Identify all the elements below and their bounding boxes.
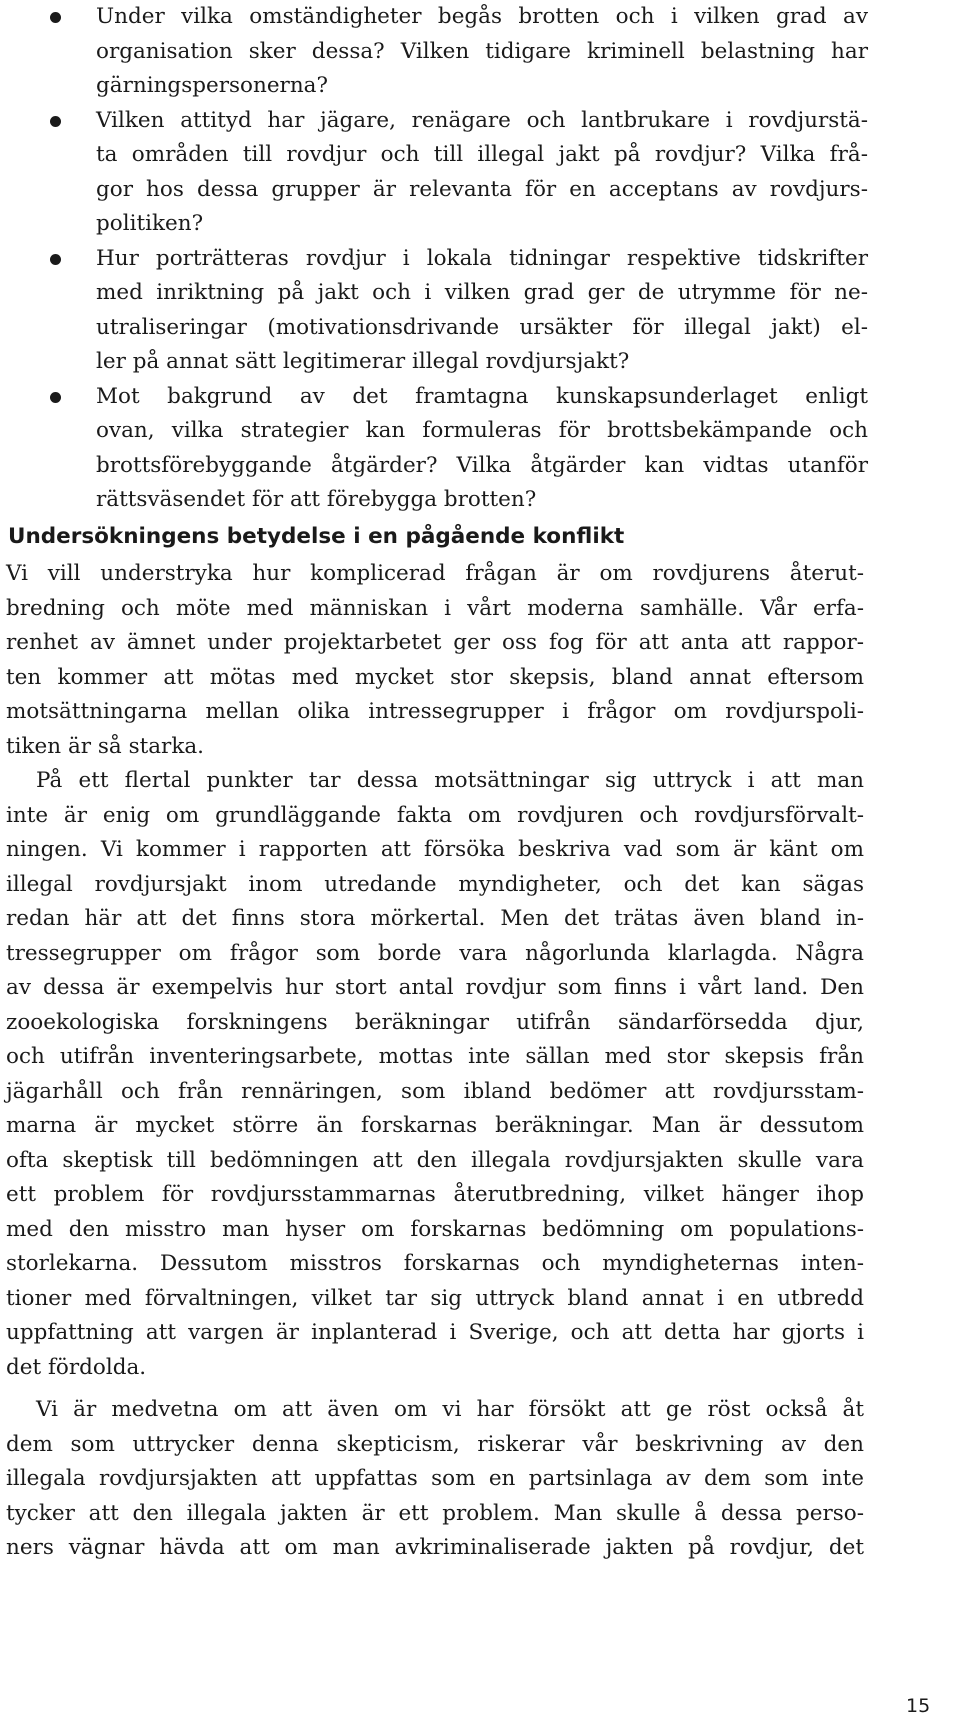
text-line: Vi vill understryka hur komplicerad frågan är om rovdjurens återut- bbox=[6, 561, 864, 586]
text-line: med den misstro man hyser om forskarnas bedömning om populations- bbox=[6, 1216, 864, 1242]
bullet-dot-icon bbox=[50, 254, 61, 265]
text-line: bredning och möte med människan i vårt moderna samhälle. Vår erfa- bbox=[6, 595, 864, 621]
question-item bbox=[0, 0, 960, 104]
text-line: det fördolda. bbox=[6, 1354, 147, 1380]
question-item bbox=[0, 104, 960, 242]
text-line: ofta skeptisk till bedömningen att den illegala rovdjursjakten skulle vara bbox=[6, 1147, 864, 1173]
text-line: politiken? bbox=[96, 211, 204, 236]
text-line: utraliseringar (motivationsdrivande ursäkter för illegal jakt) el- bbox=[96, 314, 868, 340]
text-line: Mot bakgrund av det framtagna kunskapsunderlaget enligt bbox=[96, 383, 868, 409]
text-line: och utifrån inventeringsarbete, mottas inte sällan med stor skepsis från bbox=[6, 1044, 864, 1069]
text-line: brottsförebyggande åtgärder? Vilka åtgärder kan vidtas utanför bbox=[96, 452, 868, 478]
text-line: illegal rovdjursjakt inom utredande myndigheter, och det kan sägas bbox=[6, 871, 864, 897]
text-line: ler på annat sätt legitimerar illegal rovdjursjakt? bbox=[96, 349, 630, 374]
text-line: jägarhåll och från rennäringen, som ibland bedömer att rovdjursstam- bbox=[6, 1078, 864, 1104]
text-line: storlekarna. Dessutom misstros forskarnas och myndigheternas inten- bbox=[6, 1251, 864, 1276]
text-line: renhet av ämnet under projektarbetet ger oss fog för att anta att rappor- bbox=[6, 630, 864, 655]
text-line: ten kommer att mötas med mycket stor skepsis, bland annat eftersom bbox=[6, 664, 864, 690]
paragraph bbox=[6, 1393, 864, 1566]
text-line: organisation sker dessa? Vilken tidigare kriminell belastning har bbox=[96, 38, 868, 64]
text-line: illegala rovdjursjakten att uppfattas som en partsinlaga av dem som inte bbox=[6, 1466, 864, 1491]
body-text bbox=[6, 557, 864, 1566]
paragraph bbox=[6, 764, 864, 1385]
bullet-dot-icon bbox=[50, 392, 61, 403]
text-line: dem som uttrycker denna skepticism, riskerar vår beskrivning av den bbox=[6, 1431, 864, 1457]
text-line: zooekologiska forskningens beräkningar utifrån sändarförsedda djur, bbox=[6, 1009, 864, 1035]
text-line: gor hos dessa grupper är relevanta för en acceptans av rovdjurs- bbox=[96, 176, 868, 202]
text-line: tioner med förvaltningen, vilket tar sig uttryck bland annat i en utbredd bbox=[6, 1285, 864, 1311]
question-item bbox=[0, 380, 960, 518]
section-heading: Undersökningens betydelse i en pågående konflikt bbox=[8, 524, 625, 549]
page-number: 15 bbox=[906, 1695, 931, 1717]
text-line: På ett flertal punkter tar dessa motsättningar sig uttryck i att man bbox=[36, 768, 864, 793]
text-line: tycker att den illegala jakten är ett problem. Man skulle å dessa perso- bbox=[6, 1500, 864, 1526]
text-line: Vilken attityd har jägare, renägare och lantbrukare i rovdjurstä- bbox=[96, 107, 868, 133]
text-line: rättsväsendet för att förebygga brotten? bbox=[96, 487, 537, 512]
text-line: Under vilka omständigheter begås brotten och i vilken grad av bbox=[96, 4, 868, 29]
text-line: ningen. Vi kommer i rapporten att försöka beskriva vad som är känt om bbox=[6, 837, 864, 862]
bullet-dot-icon bbox=[50, 116, 61, 127]
text-line: ovan, vilka strategier kan formuleras för brottsbekämpande och bbox=[96, 418, 868, 443]
text-line: ett problem för rovdjursstammarnas återutbredning, vilket hänger ihop bbox=[6, 1182, 864, 1207]
text-line: gärningspersonerna? bbox=[96, 73, 329, 98]
text-line: redan här att det finns stora mörkertal. Men det trätas även bland in- bbox=[6, 906, 864, 931]
text-line: av dessa är exempelvis hur stort antal rovdjur som finns i vårt land. Den bbox=[6, 975, 864, 1000]
text-line: med inriktning på jakt och i vilken grad ger de utrymme för ne- bbox=[96, 280, 868, 305]
text-line: ta områden till rovdjur och till illegal jakt på rovdjur? Vilka frå- bbox=[96, 142, 868, 167]
text-line: inte är enig om grundläggande fakta om rovdjuren och rovdjursförvalt- bbox=[6, 802, 864, 828]
question-list bbox=[0, 0, 960, 518]
text-line: marna är mycket större än forskarnas beräkningar. Man är dessutom bbox=[6, 1113, 864, 1138]
paragraph bbox=[6, 557, 864, 764]
bullet-dot-icon bbox=[50, 12, 61, 23]
text-line: Hur porträtteras rovdjur i lokala tidningar respektive tidskrifter bbox=[96, 245, 868, 271]
text-line: motsättningarna mellan olika intressegrupper i frågor om rovdjurspoli- bbox=[6, 699, 864, 724]
question-item bbox=[0, 242, 960, 380]
text-line: tiken är så starka. bbox=[6, 733, 205, 759]
text-line: uppfattning att vargen är inplanterad i Sverige, och att detta har gjorts i bbox=[6, 1320, 864, 1345]
text-line: Vi är medvetna om att även om vi har försökt att ge röst också åt bbox=[36, 1397, 864, 1422]
text-line: ners vägnar hävda att om man avkriminaliserade jakten på rovdjur, det bbox=[6, 1535, 864, 1560]
text-line: tressegrupper om frågor som borde vara någorlunda klarlagda. Några bbox=[6, 940, 864, 966]
